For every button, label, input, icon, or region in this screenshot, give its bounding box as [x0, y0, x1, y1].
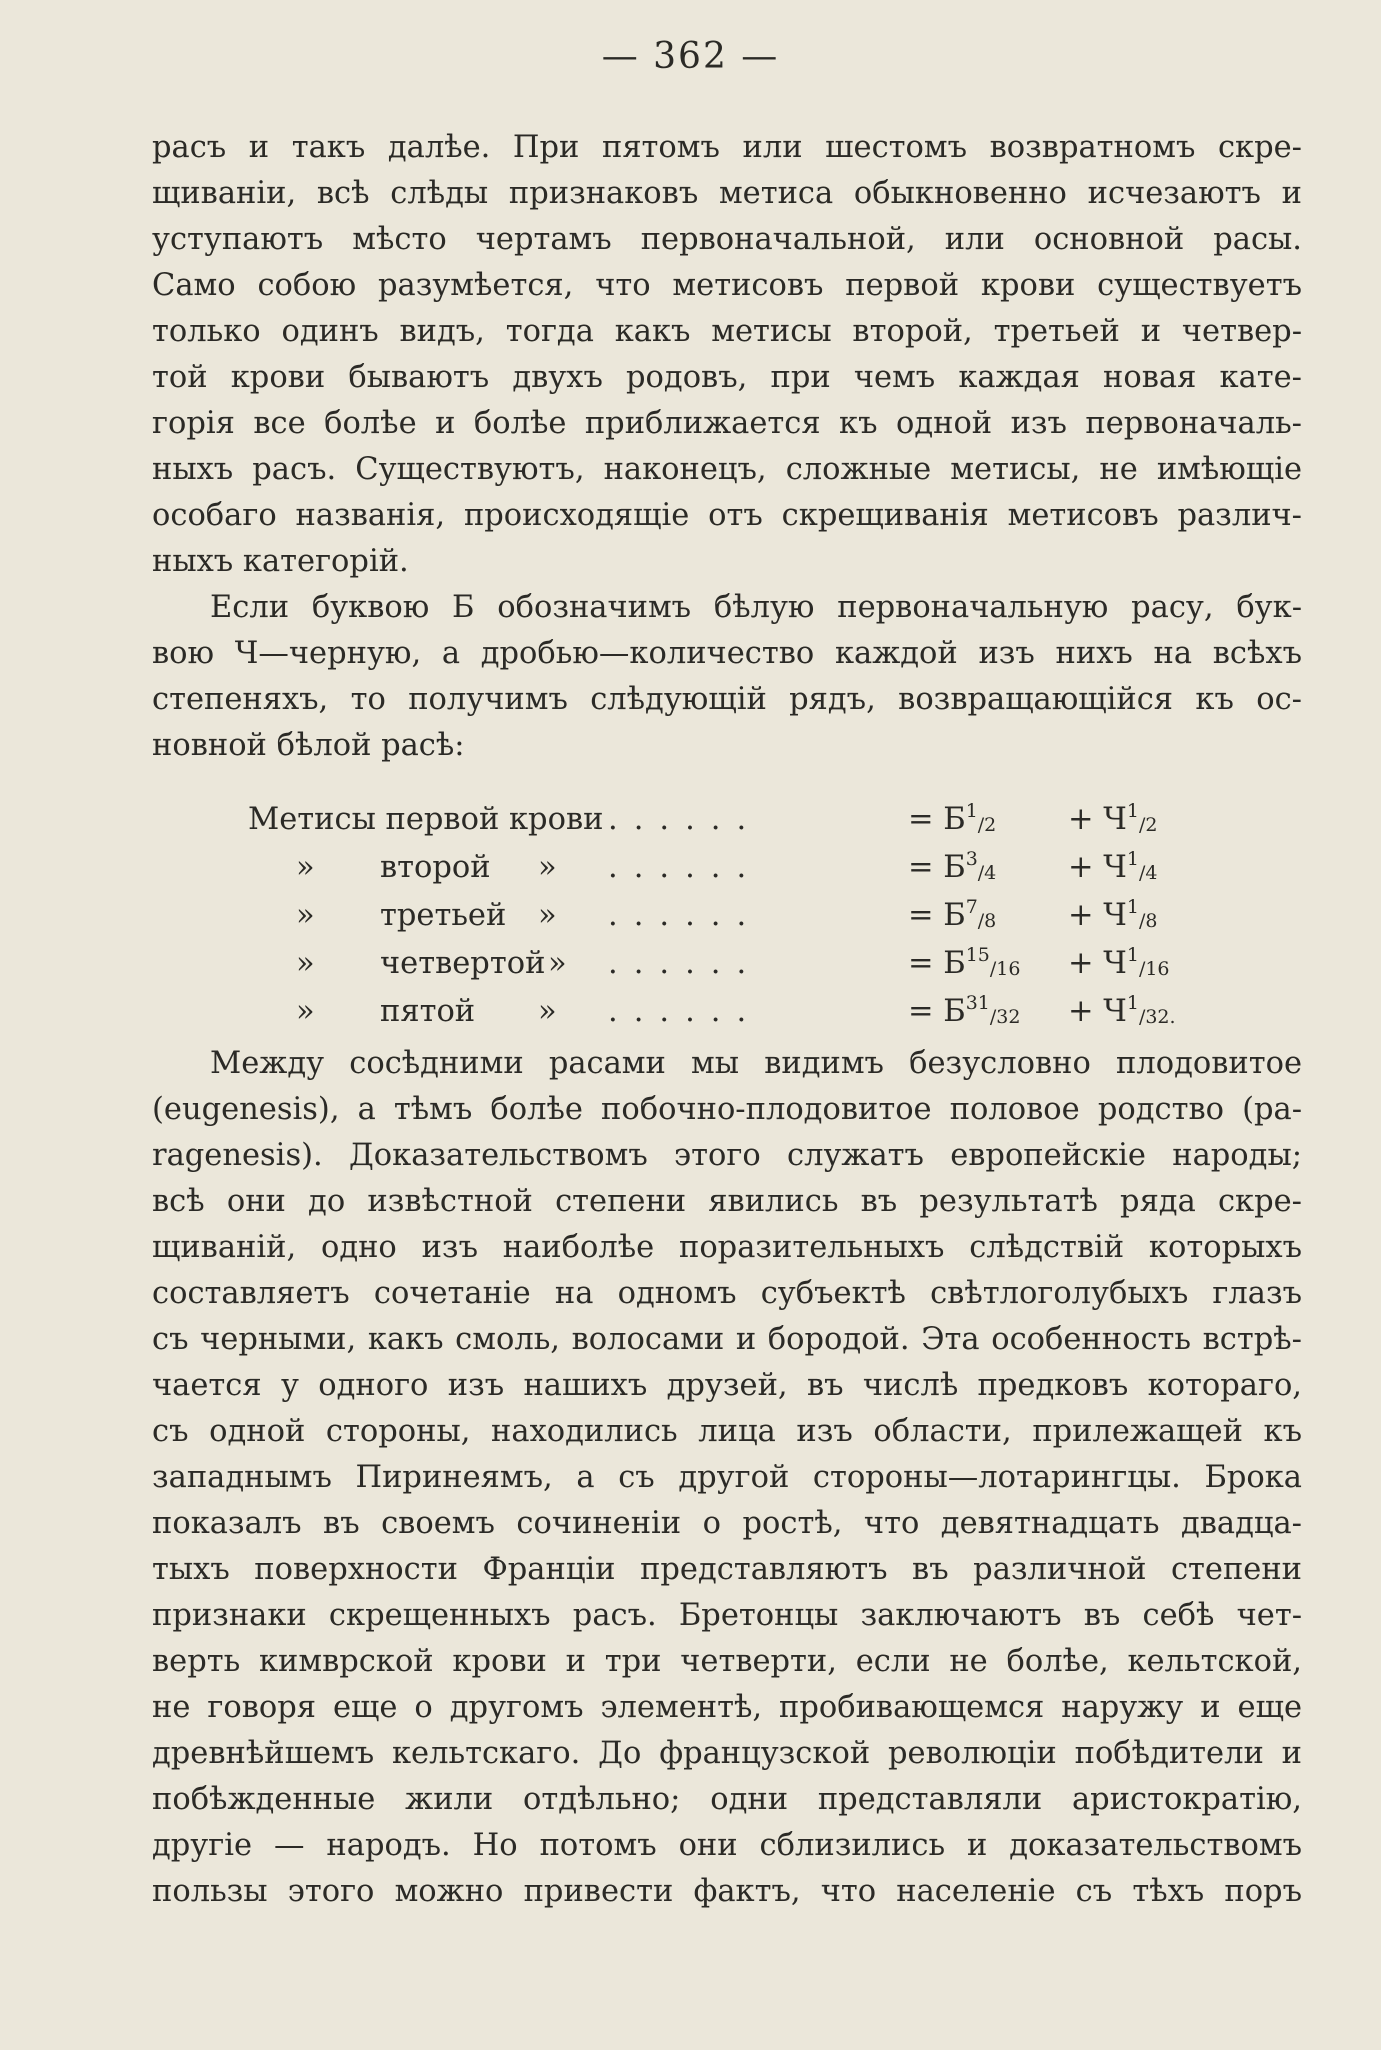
- denominator: /8: [977, 910, 997, 932]
- denominator: /4: [1138, 862, 1158, 884]
- denominator: /8: [1138, 910, 1158, 932]
- ditto-mark: »: [548, 946, 567, 981]
- letter-b: Б: [943, 850, 966, 885]
- ditto-mark: »: [296, 946, 315, 981]
- text-line: ныхъ категорій.: [152, 544, 409, 579]
- formula-white: = $Б^{31}_{/32}$: [908, 992, 1021, 1029]
- metis-table: [248, 802, 1248, 1042]
- leader-dots: ......: [608, 802, 763, 837]
- formula-black: [1068, 898, 1157, 933]
- paragraph-1: [152, 125, 1302, 585]
- leader-dots: ......: [608, 994, 763, 1029]
- text-line: побѣжденные жили отдѣльно; одни представляли аристократію,: [152, 1782, 1302, 1817]
- text-line: особаго названія, происходящіе отъ скрещиванія метисовъ различ-: [152, 498, 1302, 533]
- text-line: другіе — народъ. Но потомъ они сблизились и доказательствомъ: [152, 1828, 1302, 1863]
- denominator: /2: [977, 814, 997, 836]
- paragraph-2: [152, 585, 1302, 769]
- letter-ch: Ч: [1103, 802, 1127, 837]
- paragraph-3: [152, 1041, 1302, 1915]
- text-line: новной бѣлой расѣ:: [152, 728, 465, 763]
- table-row: [248, 994, 1248, 1042]
- row-label: четвертой: [380, 946, 546, 981]
- letter-b: Б: [943, 898, 966, 933]
- ditto-mark: »: [296, 850, 315, 885]
- table-row: [248, 850, 1248, 898]
- plus-sign: +: [1068, 946, 1094, 981]
- formula-white: = $Б^{15}_{/16}$: [908, 944, 1021, 981]
- ditto-mark: »: [538, 850, 557, 885]
- letter-b: Б: [943, 994, 966, 1029]
- text-line: ныхъ расъ. Существуютъ, наконецъ, сложные метисы, не имѣющіе: [152, 452, 1302, 487]
- text-line: ragenesis). Доказательствомъ этого служатъ европейскіе народы;: [152, 1138, 1302, 1173]
- table-row: [248, 946, 1248, 994]
- denominator: /32: [989, 1006, 1021, 1028]
- formula-black: [1068, 850, 1157, 885]
- text-line: съ черными, какъ смоль, волосами и бородой. Эта особенность встрѣ-: [152, 1322, 1302, 1357]
- numerator: 7: [965, 896, 978, 918]
- page-number: — 362 —: [601, 36, 780, 77]
- formula-white: = $Б^7_{/8}$: [908, 896, 997, 933]
- text-line: Само собою разумѣется, что метисовъ первой крови существуетъ: [152, 268, 1302, 303]
- text-line: щиваній, одно изъ наиболѣе поразительныхъ слѣдствій которыхъ: [152, 1230, 1302, 1265]
- text-line: западнымъ Пиринеямъ, а съ другой стороны—лотарингцы. Брока: [152, 1460, 1302, 1495]
- formula-white: = $Б^1_{/2}$: [908, 800, 997, 837]
- numerator: 3: [965, 848, 978, 870]
- text-line: расъ и такъ далѣе. При пятомъ или шестомъ возвратномъ скре-: [152, 130, 1302, 165]
- row-label: второй: [380, 850, 491, 885]
- letter-ch: Ч: [1103, 946, 1127, 981]
- denominator: /2: [1138, 814, 1158, 836]
- numerator: 15: [965, 944, 990, 966]
- formula-white: = $Б^3_{/4}$: [908, 848, 997, 885]
- letter-ch: Ч: [1103, 994, 1127, 1029]
- text-line: признаки скрещенныхъ расъ. Бретонцы заключаютъ въ себѣ чет-: [152, 1598, 1302, 1633]
- text-line: всѣ они до извѣстной степени явились въ результатѣ ряда скре-: [152, 1184, 1302, 1219]
- letter-ch: Ч: [1103, 898, 1127, 933]
- table-row: [248, 802, 1248, 850]
- numerator: 1: [1126, 944, 1139, 966]
- text-line: (eugenesis), а тѣмъ болѣе побочно-плодовитое половое родство (pa-: [152, 1092, 1302, 1127]
- numerator: 1: [1126, 896, 1139, 918]
- plus-sign: +: [1068, 802, 1094, 837]
- row-label: Метисы первой крови: [248, 802, 604, 837]
- numerator: 31: [965, 992, 990, 1014]
- plus-sign: +: [1068, 850, 1094, 885]
- body-text: [152, 125, 1302, 769]
- text-line: щиваніи, всѣ слѣды признаковъ метиса обыкновенно исчезаютъ и: [152, 176, 1302, 211]
- text-line: древнѣйшемъ кельтскаго. До французской революціи побѣдители и: [152, 1736, 1302, 1771]
- numerator: 1: [1126, 992, 1139, 1014]
- plus-sign: +: [1068, 994, 1094, 1029]
- text-line: пользы этого можно привести фактъ, что населеніе съ тѣхъ поръ: [152, 1874, 1302, 1909]
- numerator: 1: [965, 800, 978, 822]
- denominator: /4: [977, 862, 997, 884]
- row-label: пятой: [380, 994, 476, 1029]
- text-line: тыхъ поверхности Франціи представляютъ въ различной степени: [152, 1552, 1302, 1587]
- text-line: вою Ч—черную, а дробью—количество каждой изъ нихъ на всѣхъ: [152, 636, 1302, 671]
- text-line: Если буквою Б обозначимъ бѣлую первоначальную расу, бук-: [210, 590, 1302, 625]
- text-line: не говоря еще о другомъ элементѣ, пробивающемся наружу и еще: [152, 1690, 1302, 1725]
- text-line: Между сосѣдними расами мы видимъ безусловно плодовитое: [210, 1046, 1302, 1081]
- leader-dots: ......: [608, 946, 763, 981]
- leader-dots: ......: [608, 850, 763, 885]
- ditto-mark: »: [538, 994, 557, 1029]
- ditto-mark: »: [296, 898, 315, 933]
- numerator: 1: [1126, 800, 1139, 822]
- row-label: третьей: [380, 898, 507, 933]
- plus-sign: +: [1068, 898, 1094, 933]
- text-line: съ одной стороны, находились лица изъ области, прилежащей къ: [152, 1414, 1302, 1449]
- text-line: той крови бываютъ двухъ родовъ, при чемъ каждая новая кате-: [152, 360, 1302, 395]
- leader-dots: ......: [608, 898, 763, 933]
- text-line: показалъ въ своемъ сочиненіи о ростѣ, что девятнадцать двадца-: [152, 1506, 1302, 1541]
- ditto-mark: »: [538, 898, 557, 933]
- formula-black: [1068, 802, 1157, 837]
- letter-b: Б: [943, 946, 966, 981]
- denominator: /16: [1138, 958, 1170, 980]
- denominator: /16: [989, 958, 1021, 980]
- text-line: только одинъ видъ, тогда какъ метисы второй, третьей и четвер-: [152, 314, 1302, 349]
- ditto-mark: »: [296, 994, 315, 1029]
- text-line: степеняхъ, то получимъ слѣдующій рядъ, возвращающійся къ ос-: [152, 682, 1302, 717]
- denominator: /32.: [1138, 1006, 1176, 1028]
- text-line: уступаютъ мѣсто чертамъ первоначальной, или основной расы.: [152, 222, 1302, 257]
- letter-ch: Ч: [1103, 850, 1127, 885]
- body-text-continued: [152, 1041, 1302, 1915]
- formula-black: [1068, 994, 1176, 1029]
- formula-black: [1068, 946, 1170, 981]
- table-row: [248, 898, 1248, 946]
- letter-b: Б: [943, 802, 966, 837]
- text-line: чается у одного изъ нашихъ друзей, въ числѣ предковъ котораго,: [152, 1368, 1302, 1403]
- text-line: горія все болѣе и болѣе приближается къ одной изъ первоначаль-: [152, 406, 1302, 441]
- numerator: 1: [1126, 848, 1139, 870]
- text-line: составляетъ сочетаніе на одномъ субъектѣ свѣтлоголубыхъ глазъ: [152, 1276, 1302, 1311]
- text-line: верть кимврской крови и три четверти, если не болѣе, кельтской,: [152, 1644, 1302, 1679]
